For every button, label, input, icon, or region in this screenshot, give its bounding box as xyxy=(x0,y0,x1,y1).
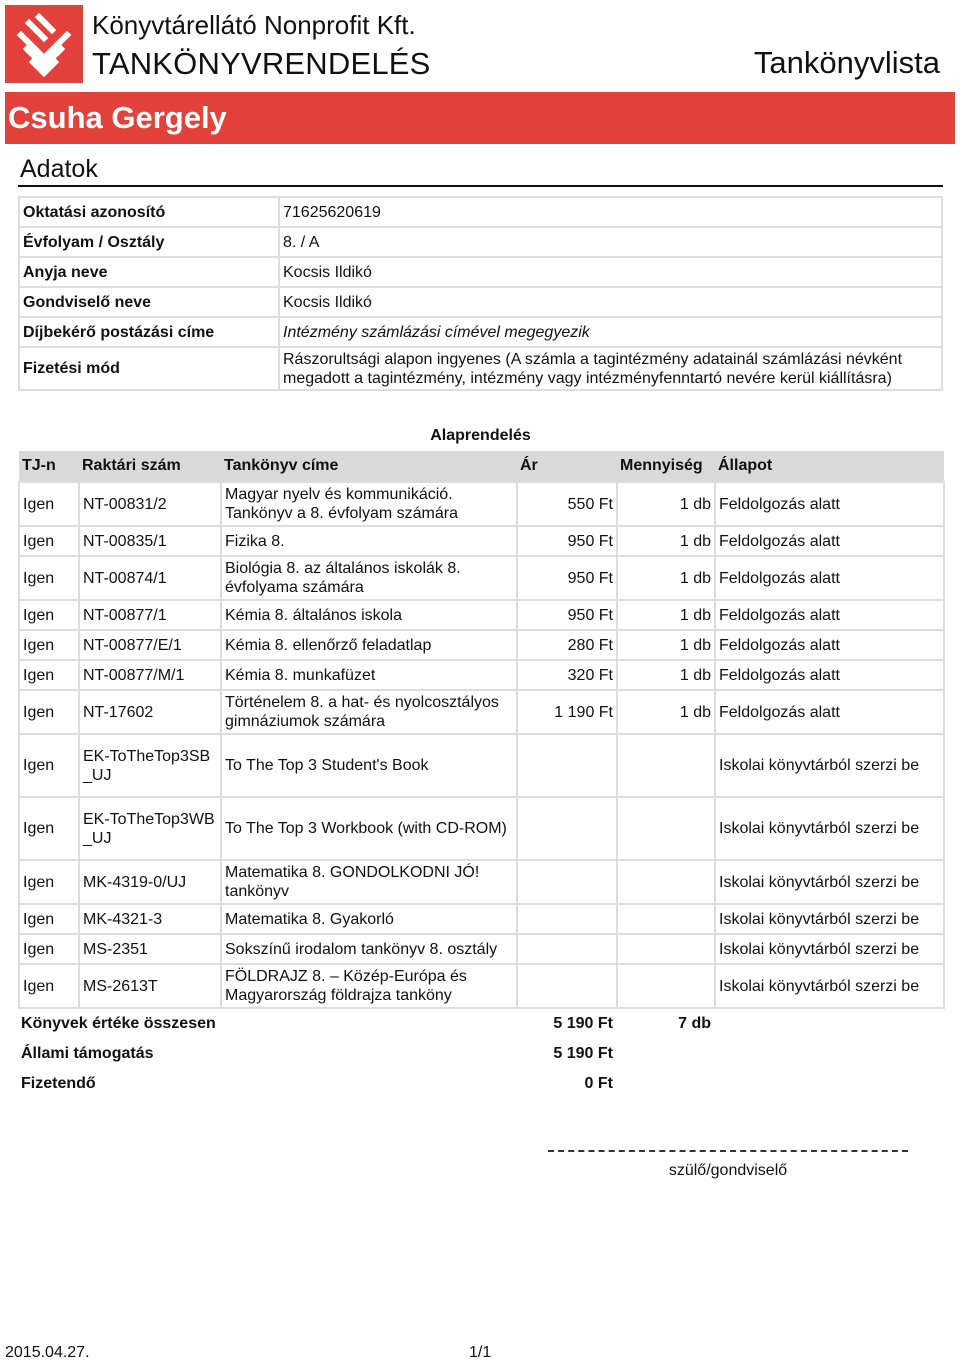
cell-price xyxy=(517,797,617,860)
cell-status: Feldolgozás alatt xyxy=(715,690,944,734)
books-total-label: Könyvek értéke összesen xyxy=(21,1015,216,1032)
totals-table xyxy=(18,1009,943,1099)
organization-name: Könyvtárellátó Nonprofit Kft. xyxy=(92,10,416,40)
cell-title: Matematika 8. GONDOLKODNI JÓ! tankönyv xyxy=(221,860,517,904)
info-row xyxy=(19,227,942,257)
cell-code: MS-2351 xyxy=(79,934,221,964)
table-row xyxy=(19,964,944,1008)
cell-status: Iskolai könyvtárból szerzi be xyxy=(715,860,944,904)
cell-tj: Igen xyxy=(19,556,79,600)
cell-status: Iskolai könyvtárból szerzi be xyxy=(715,934,944,964)
cell-tj: Igen xyxy=(19,630,79,660)
cell-qty xyxy=(617,860,715,904)
cell-qty: 1 db xyxy=(617,600,715,630)
totals-row xyxy=(18,1069,943,1099)
info-key: Anyja neve xyxy=(19,257,279,287)
cell-code: NT-17602 xyxy=(79,690,221,734)
cell-title: Kémia 8. munkafüzet xyxy=(221,660,517,690)
cell-title: To The Top 3 Student's Book xyxy=(221,734,517,797)
cell-qty xyxy=(617,964,715,1008)
application-title: TANKÖNYVRENDELÉS xyxy=(92,46,431,81)
books-total-value: 5 190 Ft xyxy=(553,1015,613,1032)
cell-price xyxy=(517,734,617,797)
cell-code: NT-00831/2 xyxy=(79,482,221,526)
cell-tj: Igen xyxy=(19,660,79,690)
column-header-tj: TJ-n xyxy=(19,451,79,482)
info-row xyxy=(19,257,942,287)
cell-tj: Igen xyxy=(19,860,79,904)
cell-code: EK-ToTheTop3WB_UJ xyxy=(79,797,221,860)
order-table-header xyxy=(19,451,944,482)
cell-status: Iskolai könyvtárból szerzi be xyxy=(715,964,944,1008)
table-row xyxy=(19,630,944,660)
table-row xyxy=(19,734,944,797)
info-value: 71625620619 xyxy=(279,197,942,227)
cell-qty: 1 db xyxy=(617,556,715,600)
cell-price xyxy=(517,934,617,964)
totals-row xyxy=(18,1039,943,1069)
cell-tj: Igen xyxy=(19,482,79,526)
section-title-adatok: Adatok xyxy=(18,150,943,187)
page-header xyxy=(0,0,960,92)
cell-price: 950 Ft xyxy=(517,556,617,600)
footer-date: 2015.04.27. xyxy=(5,1344,90,1361)
signature-line xyxy=(548,1150,908,1162)
cell-price xyxy=(517,904,617,934)
info-row xyxy=(19,287,942,317)
cell-tj: Igen xyxy=(19,934,79,964)
cell-status: Feldolgozás alatt xyxy=(715,526,944,556)
column-header-title: Tankönyv címe xyxy=(221,451,517,482)
cell-status: Iskolai könyvtárból szerzi be xyxy=(715,904,944,934)
order-table xyxy=(18,451,945,1009)
cell-tj: Igen xyxy=(19,690,79,734)
cell-status: Feldolgozás alatt xyxy=(715,482,944,526)
amount-due-value: 0 Ft xyxy=(584,1075,613,1092)
table-row xyxy=(19,860,944,904)
cell-tj: Igen xyxy=(19,964,79,1008)
signature-label: szülő/gondviselő xyxy=(668,1162,788,1179)
info-row xyxy=(19,347,942,390)
cell-title: Biológia 8. az általános iskolák 8. évfolyama számára xyxy=(221,556,517,600)
info-value: Kocsis Ildikó xyxy=(279,287,942,317)
cell-qty: 1 db xyxy=(617,482,715,526)
cell-tj: Igen xyxy=(19,600,79,630)
table-row xyxy=(19,482,944,526)
cell-status: Feldolgozás alatt xyxy=(715,660,944,690)
cell-status: Feldolgozás alatt xyxy=(715,600,944,630)
student-info-table xyxy=(18,196,943,391)
cell-status: Iskolai könyvtárból szerzi be xyxy=(715,797,944,860)
column-header-price: Ár xyxy=(517,451,617,482)
order-section-title: Alaprendelés xyxy=(430,427,531,444)
info-key: Évfolyam / Osztály xyxy=(19,227,279,257)
kello-chevron-logo-icon xyxy=(5,5,83,83)
totals-row xyxy=(18,1009,943,1039)
cell-price: 950 Ft xyxy=(517,526,617,556)
cell-status: Feldolgozás alatt xyxy=(715,630,944,660)
cell-qty: 1 db xyxy=(617,660,715,690)
cell-code: MS-2613T xyxy=(79,964,221,1008)
cell-price: 320 Ft xyxy=(517,660,617,690)
state-support-label: Állami támogatás xyxy=(21,1045,154,1062)
student-name: Csuha Gergely xyxy=(5,92,955,144)
cell-tj: Igen xyxy=(19,904,79,934)
cell-qty: 1 db xyxy=(617,630,715,660)
cell-price: 1 190 Ft xyxy=(517,690,617,734)
column-header-status: Állapot xyxy=(715,451,944,482)
cell-tj: Igen xyxy=(19,797,79,860)
cell-title: FÖLDRAJZ 8. – Közép-Európa és Magyarország földrajza tanköny xyxy=(221,964,517,1008)
cell-title: Sokszínű irodalom tankönyv 8. osztály xyxy=(221,934,517,964)
column-header-qty: Mennyiség xyxy=(617,451,715,482)
cell-price: 550 Ft xyxy=(517,482,617,526)
table-row xyxy=(19,526,944,556)
books-total-qty: 7 db xyxy=(678,1015,711,1032)
cell-title: Történelem 8. a hat- és nyolcosztályos gimnáziumok számára xyxy=(221,690,517,734)
info-key: Díjbekérő postázási címe xyxy=(19,317,279,347)
cell-price: 280 Ft xyxy=(517,630,617,660)
cell-qty xyxy=(617,934,715,964)
table-row xyxy=(19,556,944,600)
info-key: Fizetési mód xyxy=(19,347,279,390)
cell-qty: 1 db xyxy=(617,526,715,556)
cell-code: NT-00835/1 xyxy=(79,526,221,556)
info-value: Kocsis Ildikó xyxy=(279,257,942,287)
cell-status: Iskolai könyvtárból szerzi be xyxy=(715,734,944,797)
table-row xyxy=(19,600,944,630)
cell-qty xyxy=(617,904,715,934)
info-key: Gondviselő neve xyxy=(19,287,279,317)
cell-title: To The Top 3 Workbook (with CD-ROM) xyxy=(221,797,517,860)
cell-code: EK-ToTheTop3SB_UJ xyxy=(79,734,221,797)
column-header-code: Raktári szám xyxy=(79,451,221,482)
footer-page-number: 1/1 xyxy=(469,1344,492,1361)
table-row xyxy=(19,660,944,690)
cell-price xyxy=(517,860,617,904)
cell-code: MK-4321-3 xyxy=(79,904,221,934)
info-key: Oktatási azonosító xyxy=(19,197,279,227)
cell-title: Matematika 8. Gyakorló xyxy=(221,904,517,934)
cell-title: Magyar nyelv és kommunikáció. Tankönyv a 8. évfolyam számára xyxy=(221,482,517,526)
cell-title: Kémia 8. általános iskola xyxy=(221,600,517,630)
cell-qty xyxy=(617,797,715,860)
info-row xyxy=(19,317,942,347)
cell-status: Feldolgozás alatt xyxy=(715,556,944,600)
cell-code: NT-00877/1 xyxy=(79,600,221,630)
table-row xyxy=(19,934,944,964)
state-support-value: 5 190 Ft xyxy=(553,1045,613,1062)
cell-tj: Igen xyxy=(19,734,79,797)
cell-code: NT-00874/1 xyxy=(79,556,221,600)
table-row xyxy=(19,797,944,860)
cell-code: NT-00877/E/1 xyxy=(79,630,221,660)
table-row xyxy=(19,690,944,734)
cell-title: Fizika 8. xyxy=(221,526,517,556)
cell-tj: Igen xyxy=(19,526,79,556)
cell-price xyxy=(517,964,617,1008)
cell-price: 950 Ft xyxy=(517,600,617,630)
info-value: Rászorultsági alapon ingyenes (A számla a tagintézmény adatainál számlázási névként megadott a tagintézmény, intézmény vagy intézményfenntartó nevére kerül kiállításra) xyxy=(279,347,942,390)
amount-due-label: Fizetendő xyxy=(21,1075,96,1092)
table-row xyxy=(19,904,944,934)
cell-qty: 1 db xyxy=(617,690,715,734)
cell-qty xyxy=(617,734,715,797)
document-title: Tankönyvlista xyxy=(753,45,940,80)
cell-code: MK-4319-0/UJ xyxy=(79,860,221,904)
info-value: 8. / A xyxy=(279,227,942,257)
cell-code: NT-00877/M/1 xyxy=(79,660,221,690)
info-row xyxy=(19,197,942,227)
cell-title: Kémia 8. ellenőrző feladatlap xyxy=(221,630,517,660)
info-value: Intézmény számlázási címével megegyezik xyxy=(279,317,942,347)
